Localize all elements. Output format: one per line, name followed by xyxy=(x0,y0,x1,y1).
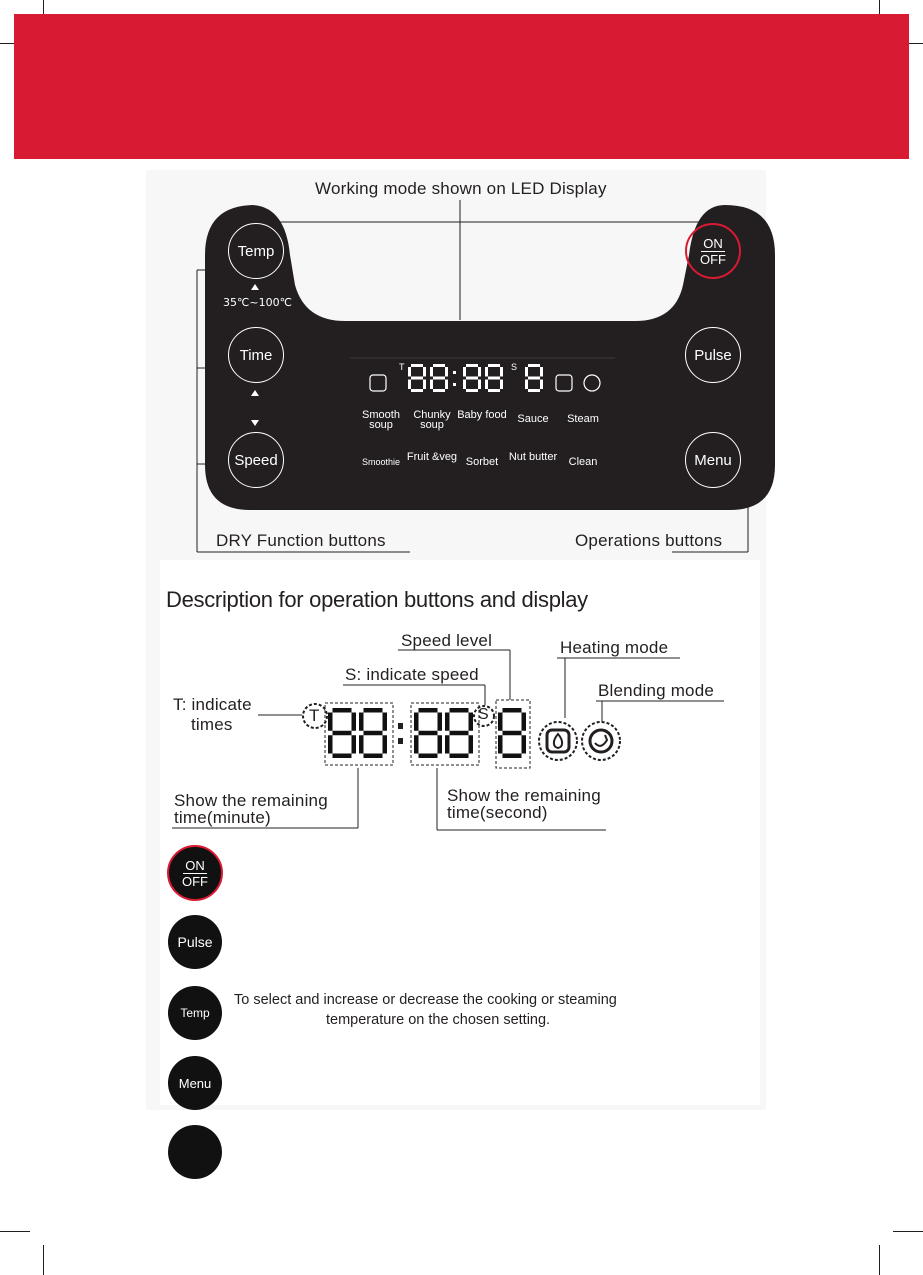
on-off-button-icon xyxy=(167,845,223,901)
blending-mode-label: Blending mode xyxy=(598,681,715,700)
digit-segment xyxy=(414,735,419,753)
on-label: ON xyxy=(703,235,723,251)
digit-segment xyxy=(469,735,474,753)
temp-description-2: temperature on the chosen setting. xyxy=(326,1012,551,1028)
mode-label: Steam xyxy=(567,413,599,425)
mode-label: Fruit &veg xyxy=(406,451,458,463)
menu-label: Menu xyxy=(178,1075,212,1091)
mode-label: Sauce xyxy=(517,413,549,425)
digit-segment xyxy=(450,731,469,736)
mode-label: Smoothie xyxy=(361,457,401,467)
digit-segment xyxy=(359,713,364,731)
description-heading: Description for operation buttons and display xyxy=(166,587,588,612)
pulse-label: Pulse xyxy=(177,934,213,950)
digit-segment xyxy=(333,731,352,736)
mode-label: Clean xyxy=(568,456,598,468)
display-s-indicator: S xyxy=(511,362,518,372)
on-label: ON xyxy=(185,857,205,873)
dry-function-label: DRY Function buttons xyxy=(216,531,386,550)
t-indicator-char: T xyxy=(309,706,320,725)
t-indicate-label: T: indicate xyxy=(173,695,252,714)
speed-button-label: Speed xyxy=(234,451,278,469)
mode-label: Chunky soup xyxy=(413,409,451,431)
digit-segment xyxy=(383,713,388,731)
temp-description: To select and increase or decrease the cooking or steaming xyxy=(234,992,617,1008)
operations-label: Operations buttons xyxy=(575,531,723,550)
digit-segment xyxy=(445,735,450,753)
time-button-label: Time xyxy=(239,346,273,364)
mode-label: Baby food xyxy=(457,409,507,421)
digit-segment xyxy=(503,708,522,713)
t-indicate-label-2: times xyxy=(191,715,233,734)
mode-label: Smooth soup xyxy=(362,409,400,431)
digit-segment xyxy=(522,735,527,753)
digit-segment xyxy=(383,735,388,753)
digit-segment xyxy=(328,735,333,753)
digit-segment xyxy=(503,754,522,759)
s-indicate-label: S: indicate speed xyxy=(345,665,479,684)
digit-segment xyxy=(503,731,522,736)
digit-segment xyxy=(333,754,352,759)
pulse-button-label: Pulse xyxy=(694,346,732,364)
off-label: OFF xyxy=(182,873,208,889)
digit-segment xyxy=(359,735,364,753)
digit-segment xyxy=(438,713,443,731)
digit-segment xyxy=(419,708,438,713)
digit-segment xyxy=(450,754,469,759)
mode-label: Sorbet xyxy=(465,456,499,468)
led-display-label: Working mode shown on LED Display xyxy=(315,179,607,198)
heating-mode-label: Heating mode xyxy=(560,638,669,657)
digit-segment xyxy=(364,708,383,713)
digit-segment xyxy=(438,735,443,753)
digit-segment xyxy=(450,708,469,713)
mode-label: Nut butter xyxy=(508,451,558,463)
menu-button-label: Menu xyxy=(694,451,732,469)
off-label: OFF xyxy=(700,251,726,267)
digit-segment xyxy=(522,713,527,731)
remaining-minute-label: Show the remaining xyxy=(174,791,328,810)
speed-level-label: Speed level xyxy=(401,631,493,650)
temp-button-label: Temp xyxy=(237,242,275,260)
s-indicator-char: S xyxy=(478,706,489,723)
digit-segment xyxy=(414,713,419,731)
digit-segment xyxy=(445,713,450,731)
blank-button-icon xyxy=(168,1125,222,1179)
temp-button-icon xyxy=(168,986,222,1040)
digit-segment xyxy=(352,713,357,731)
digit-segment xyxy=(469,713,474,731)
display-t-indicator: T xyxy=(399,362,405,372)
digit-segment xyxy=(498,713,503,731)
digit-segment xyxy=(364,731,383,736)
temp-range-label: 35℃~100℃ xyxy=(223,296,292,309)
temp-label: Temp xyxy=(180,1006,210,1020)
remaining-minute-label-2: time(minute) xyxy=(174,808,271,827)
digit-segment xyxy=(333,708,352,713)
remaining-second-label: Show the remaining xyxy=(447,786,601,805)
digit-segment xyxy=(328,713,333,731)
digit-segment xyxy=(419,754,438,759)
pulse-button-icon xyxy=(168,915,222,969)
menu-button-icon xyxy=(168,1056,222,1110)
digit-segment xyxy=(364,754,383,759)
digit-segment xyxy=(419,731,438,736)
remaining-second-label-2: time(second) xyxy=(447,803,548,822)
digit-segment xyxy=(498,735,503,753)
digit-segment xyxy=(352,735,357,753)
